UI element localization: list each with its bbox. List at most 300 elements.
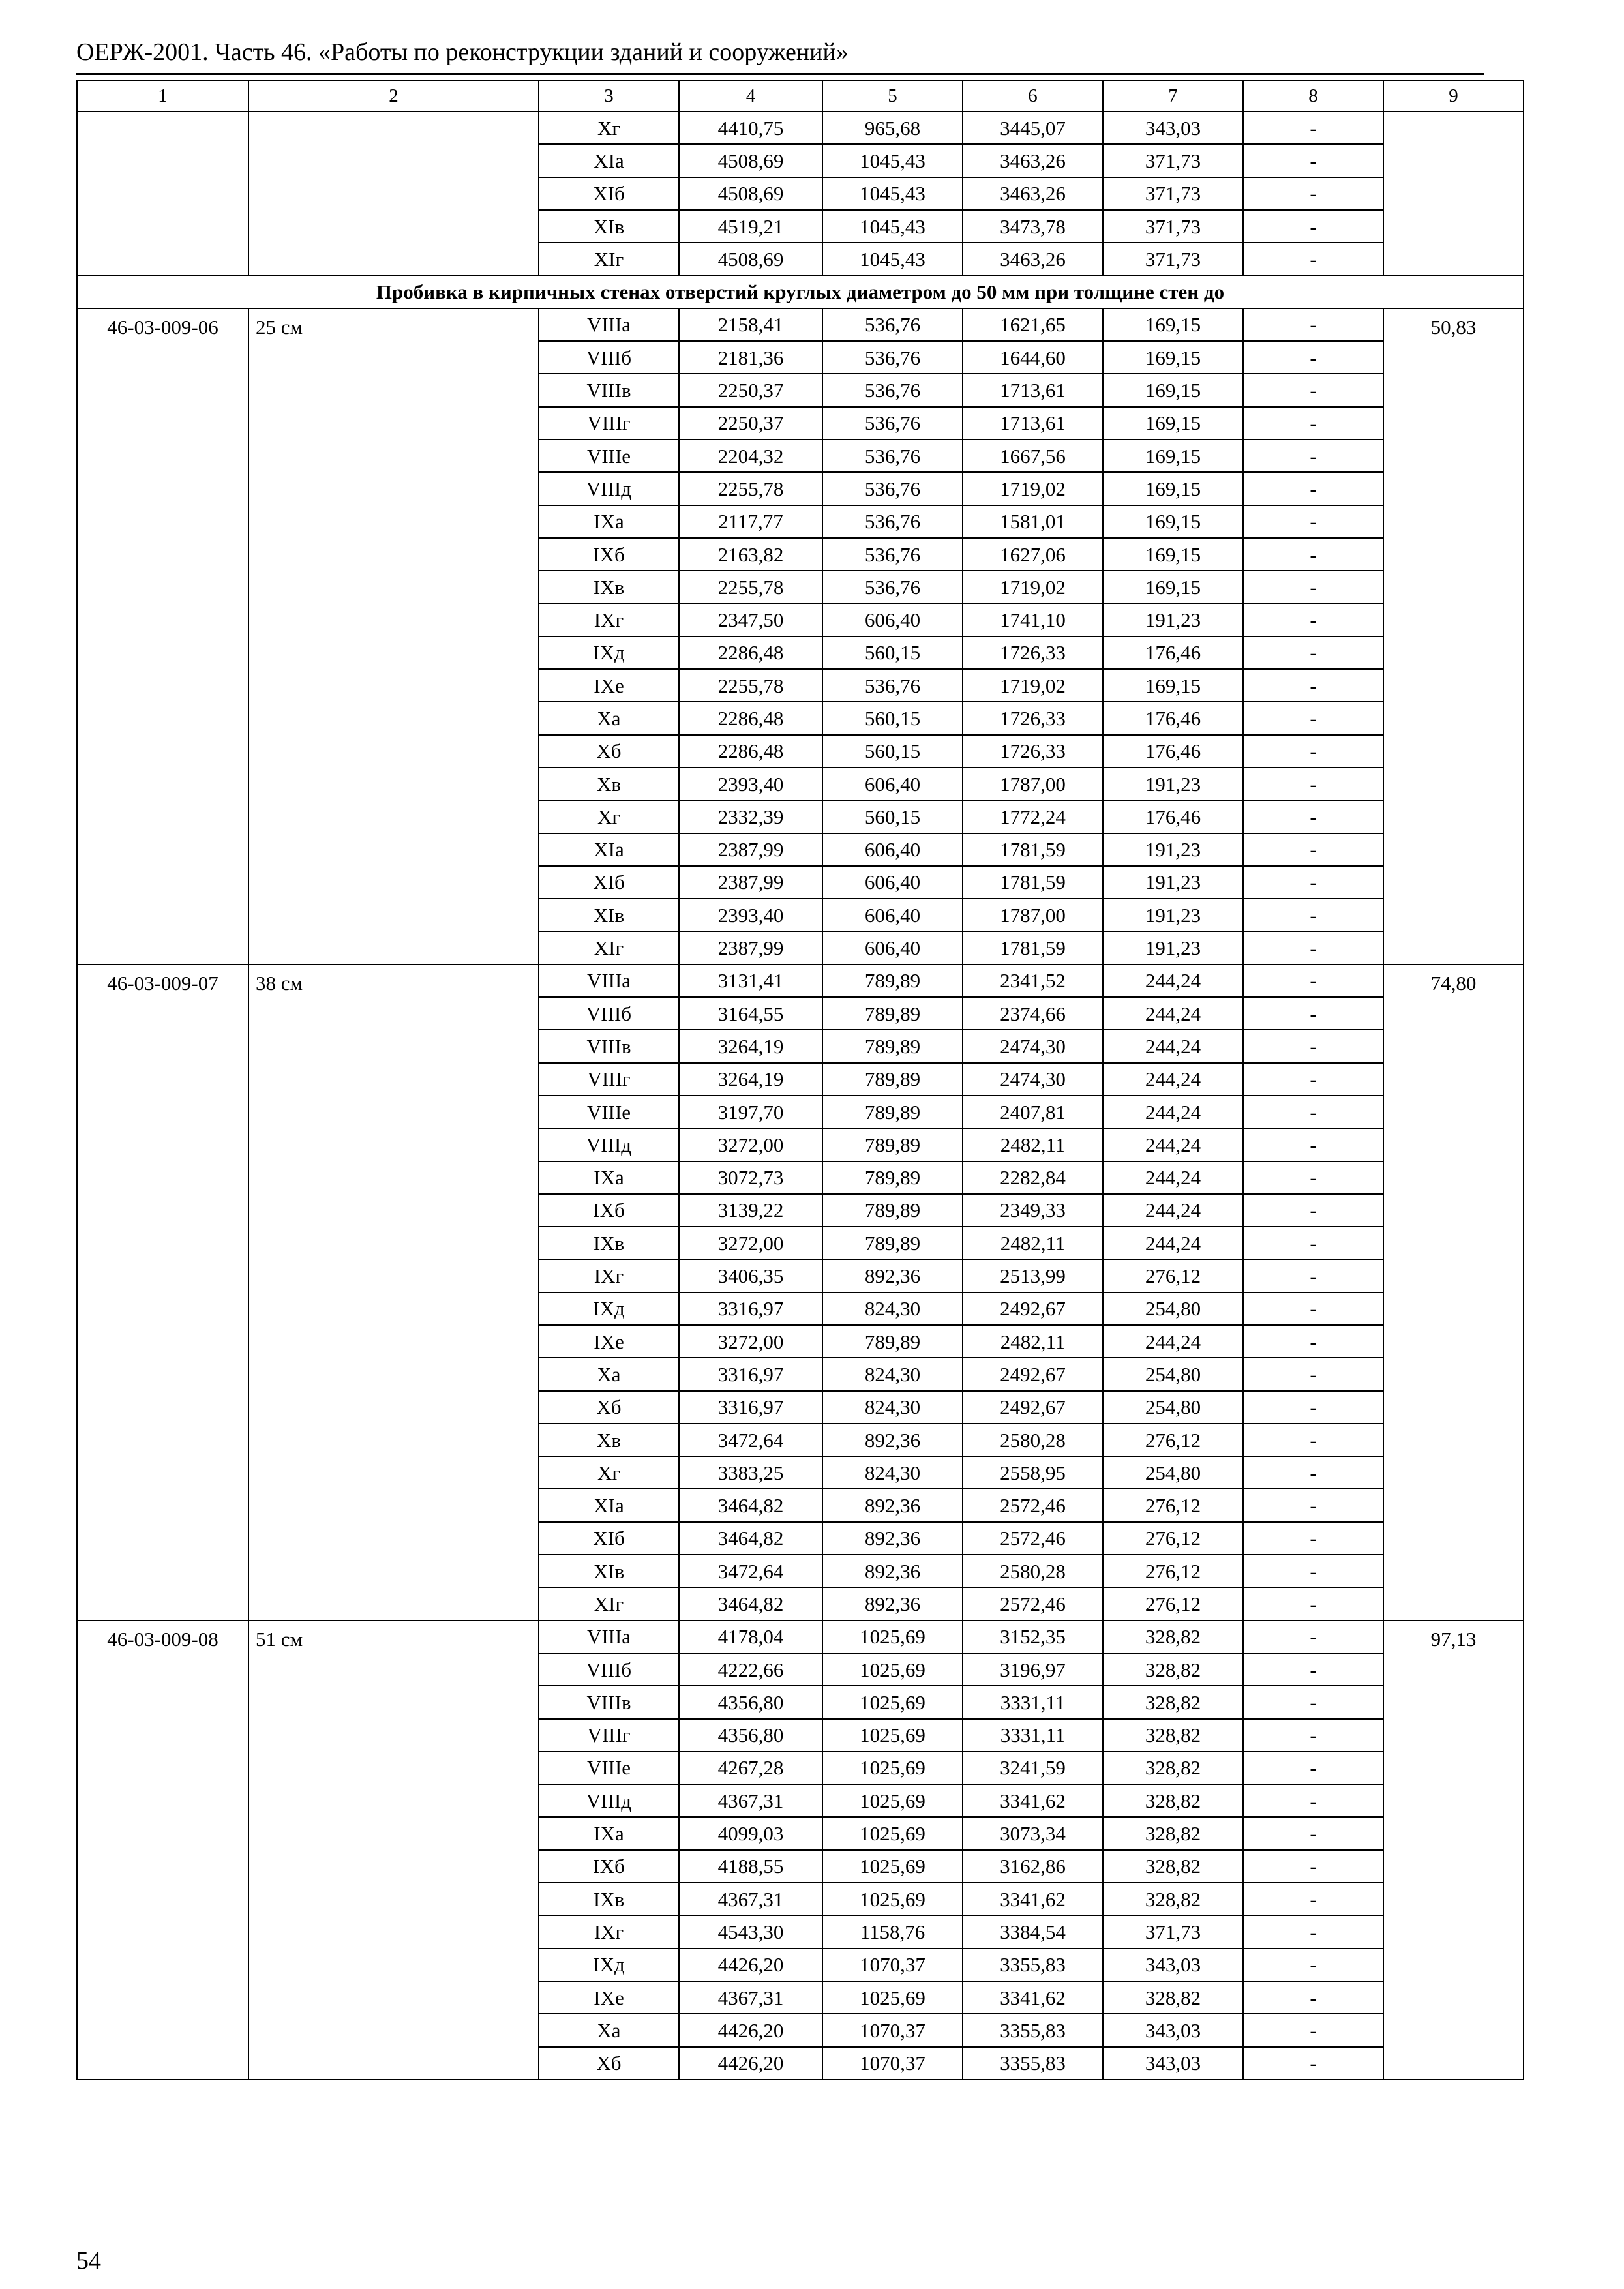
table-cell: 606,40 — [822, 833, 963, 866]
table-cell: - — [1243, 800, 1383, 833]
table-cell: IXб — [539, 1850, 679, 1883]
table-cell: 2255,78 — [679, 472, 822, 505]
table-cell: VIIIб — [539, 341, 679, 374]
table-cell: 254,80 — [1103, 1358, 1243, 1390]
table-cell: - — [1243, 1194, 1383, 1227]
table-cell: 1781,59 — [963, 931, 1103, 964]
table-cell: 824,30 — [822, 1391, 963, 1424]
table-cell: 244,24 — [1103, 997, 1243, 1030]
table-cell: Xг — [539, 1456, 679, 1489]
table-cell: 3445,07 — [963, 112, 1103, 144]
table-cell: 2286,48 — [679, 735, 822, 768]
table-cell: XIб — [539, 177, 679, 210]
table-cell: 892,36 — [822, 1489, 963, 1521]
norm-cell — [1383, 112, 1524, 275]
table-cell: 3316,97 — [679, 1358, 822, 1390]
table-cell: - — [1243, 1883, 1383, 1915]
table-cell: 4426,20 — [679, 2014, 822, 2046]
table-cell: - — [1243, 1981, 1383, 2014]
table-cell: 2558,95 — [963, 1456, 1103, 1489]
table-cell: 371,73 — [1103, 1915, 1243, 1948]
table-cell: - — [1243, 374, 1383, 406]
table-cell: 560,15 — [822, 636, 963, 669]
table-cell: - — [1243, 1522, 1383, 1555]
table-cell: 3131,41 — [679, 965, 822, 997]
table-cell: IXд — [539, 1949, 679, 1981]
table-cell: Xа — [539, 2014, 679, 2046]
table-cell: - — [1243, 2047, 1383, 2080]
table-cell: - — [1243, 1293, 1383, 1325]
table-cell: 328,82 — [1103, 1621, 1243, 1653]
table-cell: - — [1243, 2014, 1383, 2046]
table-cell: 824,30 — [822, 1456, 963, 1489]
description-cell: 51 см — [248, 1621, 539, 2080]
table-cell: - — [1243, 1653, 1383, 1686]
table-cell: 1070,37 — [822, 2047, 963, 2080]
table-cell: 2572,46 — [963, 1522, 1103, 1555]
table-cell: 276,12 — [1103, 1555, 1243, 1587]
table-cell: VIIIд — [539, 1128, 679, 1161]
table-cell: 2282,84 — [963, 1161, 1103, 1194]
table-cell: VIIIе — [539, 1752, 679, 1784]
table-cell: 1070,37 — [822, 1949, 963, 1981]
table-cell: 1726,33 — [963, 636, 1103, 669]
table-cell: - — [1243, 1259, 1383, 1292]
table-cell: 2482,11 — [963, 1227, 1103, 1259]
table-cell: VIIIа — [539, 1621, 679, 1653]
table-cell: 244,24 — [1103, 1030, 1243, 1062]
table-cell: 3341,62 — [963, 1784, 1103, 1817]
table-cell: XIа — [539, 1489, 679, 1521]
column-header: 5 — [822, 80, 963, 112]
table-cell: 176,46 — [1103, 702, 1243, 734]
table-cell: - — [1243, 768, 1383, 800]
table-cell: 3164,55 — [679, 997, 822, 1030]
table-cell: VIIIв — [539, 1030, 679, 1062]
code-cell: 46-03-009-06 — [77, 308, 248, 965]
table-cell: IXа — [539, 1817, 679, 1849]
table-cell: IXе — [539, 1981, 679, 2014]
table-cell: - — [1243, 931, 1383, 964]
table-cell: XIг — [539, 931, 679, 964]
table-cell: XIв — [539, 899, 679, 931]
table-cell: 3073,34 — [963, 1817, 1103, 1849]
table-cell: 2482,11 — [963, 1325, 1103, 1358]
table-cell: 536,76 — [822, 341, 963, 374]
table-cell: 892,36 — [822, 1555, 963, 1587]
table-cell: 2474,30 — [963, 1030, 1103, 1062]
description-cell — [248, 112, 539, 275]
table-cell: IXб — [539, 1194, 679, 1227]
table-cell: XIа — [539, 144, 679, 177]
table-cell: 4222,66 — [679, 1653, 822, 1686]
table-cell: - — [1243, 603, 1383, 636]
table-cell: 3264,19 — [679, 1063, 822, 1096]
table-cell: 536,76 — [822, 669, 963, 702]
table-cell: Xв — [539, 768, 679, 800]
table-cell: - — [1243, 1949, 1383, 1981]
table-cell: VIIIд — [539, 472, 679, 505]
table-cell: 2580,28 — [963, 1424, 1103, 1456]
table-cell: 1781,59 — [963, 833, 1103, 866]
table-cell: 3196,97 — [963, 1653, 1103, 1686]
table-cell: 1025,69 — [822, 1686, 963, 1718]
table-cell: 3473,78 — [963, 210, 1103, 243]
table-cell: VIIIг — [539, 407, 679, 440]
table-cell: 191,23 — [1103, 768, 1243, 800]
price-table — [76, 80, 1524, 2080]
table-cell: VIIIа — [539, 965, 679, 997]
column-header: 6 — [963, 80, 1103, 112]
norm-cell: 50,83 — [1383, 308, 1524, 965]
table-cell: 1719,02 — [963, 472, 1103, 505]
table-cell: - — [1243, 1391, 1383, 1424]
table-cell: 3355,83 — [963, 2014, 1103, 2046]
table-cell: - — [1243, 472, 1383, 505]
price-table-container — [76, 80, 1524, 2080]
table-cell: 328,82 — [1103, 1850, 1243, 1883]
table-cell: 176,46 — [1103, 636, 1243, 669]
table-cell: 3241,59 — [963, 1752, 1103, 1784]
table-cell: IXг — [539, 1915, 679, 1948]
table-cell: - — [1243, 144, 1383, 177]
table-cell: - — [1243, 997, 1383, 1030]
table-cell: 4188,55 — [679, 1850, 822, 1883]
table-cell: 4508,69 — [679, 243, 822, 275]
column-header: 4 — [679, 80, 822, 112]
table-cell: 276,12 — [1103, 1587, 1243, 1620]
table-cell: Xг — [539, 800, 679, 833]
table-cell: VIIIа — [539, 308, 679, 341]
column-header: 2 — [248, 80, 539, 112]
table-cell: IXе — [539, 669, 679, 702]
table-cell: - — [1243, 1817, 1383, 1849]
table-cell: 3272,00 — [679, 1128, 822, 1161]
table-cell: 1025,69 — [822, 1621, 963, 1653]
table-cell: 606,40 — [822, 866, 963, 899]
table-cell: VIIIв — [539, 1686, 679, 1718]
table-cell: 1627,06 — [963, 538, 1103, 571]
table-cell: IXе — [539, 1325, 679, 1358]
table-cell: 1025,69 — [822, 1784, 963, 1817]
table-cell: 1726,33 — [963, 735, 1103, 768]
table-cell: 254,80 — [1103, 1391, 1243, 1424]
table-cell: - — [1243, 1161, 1383, 1194]
table-cell: 1045,43 — [822, 144, 963, 177]
table-cell: - — [1243, 571, 1383, 603]
table-cell: 169,15 — [1103, 374, 1243, 406]
table-cell: 169,15 — [1103, 538, 1243, 571]
section-title-row — [77, 275, 1524, 308]
norm-cell: 74,80 — [1383, 965, 1524, 1621]
table-cell: 1667,56 — [963, 440, 1103, 472]
table-cell: 4508,69 — [679, 144, 822, 177]
code-cell — [77, 112, 248, 275]
table-cell: 536,76 — [822, 571, 963, 603]
column-header: 9 — [1383, 80, 1524, 112]
table-cell: - — [1243, 177, 1383, 210]
table-cell: VIIIе — [539, 1096, 679, 1128]
table-cell: 606,40 — [822, 931, 963, 964]
table-row — [77, 1621, 1524, 1653]
table-cell: 1713,61 — [963, 374, 1103, 406]
table-cell: 276,12 — [1103, 1489, 1243, 1521]
table-cell: 3384,54 — [963, 1915, 1103, 1948]
table-cell: 191,23 — [1103, 833, 1243, 866]
table-cell: 371,73 — [1103, 210, 1243, 243]
table-cell: 789,89 — [822, 1030, 963, 1062]
table-cell: 343,03 — [1103, 2014, 1243, 2046]
table-cell: 2387,99 — [679, 833, 822, 866]
table-cell: 824,30 — [822, 1358, 963, 1390]
table-cell: 4099,03 — [679, 1817, 822, 1849]
table-cell: 176,46 — [1103, 735, 1243, 768]
table-cell: VIIIе — [539, 440, 679, 472]
table-cell: 244,24 — [1103, 1128, 1243, 1161]
table-cell: 191,23 — [1103, 603, 1243, 636]
table-cell: 191,23 — [1103, 931, 1243, 964]
table-cell: IXв — [539, 1227, 679, 1259]
table-cell: VIIIг — [539, 1063, 679, 1096]
table-cell: 606,40 — [822, 899, 963, 931]
table-cell: Xб — [539, 2047, 679, 2080]
table-cell: 1719,02 — [963, 669, 1103, 702]
description-cell: 25 см — [248, 308, 539, 965]
table-cell: 892,36 — [822, 1259, 963, 1292]
table-cell: - — [1243, 407, 1383, 440]
table-cell: 3272,00 — [679, 1227, 822, 1259]
column-header: 8 — [1243, 80, 1383, 112]
table-cell: Xв — [539, 1424, 679, 1456]
table-cell: 2286,48 — [679, 636, 822, 669]
column-header: 1 — [77, 80, 248, 112]
table-cell: 606,40 — [822, 768, 963, 800]
table-cell: XIг — [539, 243, 679, 275]
table-cell: 2492,67 — [963, 1358, 1103, 1390]
table-cell: 328,82 — [1103, 1817, 1243, 1849]
table-cell: 3316,97 — [679, 1391, 822, 1424]
table-cell: 3162,86 — [963, 1850, 1103, 1883]
table-cell: 343,03 — [1103, 2047, 1243, 2080]
table-cell: 2286,48 — [679, 702, 822, 734]
table-cell: 191,23 — [1103, 899, 1243, 931]
table-cell: IXв — [539, 571, 679, 603]
table-cell: - — [1243, 833, 1383, 866]
table-cell: - — [1243, 1128, 1383, 1161]
table-cell: 4367,31 — [679, 1784, 822, 1817]
table-cell: 2572,46 — [963, 1587, 1103, 1620]
table-cell: 2158,41 — [679, 308, 822, 341]
table-cell: 343,03 — [1103, 112, 1243, 144]
table-cell: 4178,04 — [679, 1621, 822, 1653]
table-cell: XIг — [539, 1587, 679, 1620]
table-cell: 4356,80 — [679, 1686, 822, 1718]
table-cell: 1787,00 — [963, 768, 1103, 800]
table-cell: 343,03 — [1103, 1949, 1243, 1981]
table-row — [77, 112, 1524, 144]
table-cell: - — [1243, 1096, 1383, 1128]
table-cell: 3072,73 — [679, 1161, 822, 1194]
table-cell: 276,12 — [1103, 1522, 1243, 1555]
table-cell: 536,76 — [822, 407, 963, 440]
table-cell: 892,36 — [822, 1424, 963, 1456]
table-cell: 4367,31 — [679, 1883, 822, 1915]
table-cell: 244,24 — [1103, 965, 1243, 997]
table-cell: - — [1243, 210, 1383, 243]
table-cell: Xа — [539, 702, 679, 734]
table-cell: 1045,43 — [822, 177, 963, 210]
table-cell: 824,30 — [822, 1293, 963, 1325]
table-cell: 244,24 — [1103, 1194, 1243, 1227]
table-cell: 789,89 — [822, 997, 963, 1030]
table-cell: IXв — [539, 1883, 679, 1915]
table-cell: 1025,69 — [822, 1850, 963, 1883]
table-cell: 2250,37 — [679, 374, 822, 406]
table-cell: - — [1243, 1555, 1383, 1587]
table-row — [77, 308, 1524, 341]
table-cell: 536,76 — [822, 374, 963, 406]
table-cell: 2332,39 — [679, 800, 822, 833]
table-cell: 1025,69 — [822, 1817, 963, 1849]
table-cell: 789,89 — [822, 1161, 963, 1194]
table-cell: XIа — [539, 833, 679, 866]
table-cell: 536,76 — [822, 308, 963, 341]
table-cell: 3463,26 — [963, 243, 1103, 275]
table-cell: - — [1243, 1030, 1383, 1062]
table-cell: 2347,50 — [679, 603, 822, 636]
table-cell: IXг — [539, 1259, 679, 1292]
table-cell: 4410,75 — [679, 112, 822, 144]
table-cell: 3464,82 — [679, 1489, 822, 1521]
table-cell: 169,15 — [1103, 472, 1243, 505]
table-cell: 371,73 — [1103, 243, 1243, 275]
table-cell: 3264,19 — [679, 1030, 822, 1062]
table-cell: - — [1243, 1686, 1383, 1718]
page-number: 54 — [76, 2247, 101, 2275]
table-cell: 560,15 — [822, 800, 963, 833]
table-cell: 1741,10 — [963, 603, 1103, 636]
section-title: Пробивка в кирпичных стенах отверстий круглых диаметром до 50 мм при толщине стен до — [77, 275, 1524, 308]
table-cell: 1713,61 — [963, 407, 1103, 440]
table-cell: 789,89 — [822, 1227, 963, 1259]
table-cell: VIIIб — [539, 997, 679, 1030]
table-cell: IXб — [539, 538, 679, 571]
table-cell: 3341,62 — [963, 1883, 1103, 1915]
table-cell: 3406,35 — [679, 1259, 822, 1292]
table-cell: VIIIв — [539, 374, 679, 406]
table-cell: 169,15 — [1103, 669, 1243, 702]
description-cell: 38 см — [248, 965, 539, 1621]
table-cell: 1025,69 — [822, 1719, 963, 1752]
table-cell: IXа — [539, 505, 679, 538]
column-header: 3 — [539, 80, 679, 112]
table-cell: 276,12 — [1103, 1259, 1243, 1292]
table-cell: 169,15 — [1103, 407, 1243, 440]
table-cell: 560,15 — [822, 735, 963, 768]
table-cell: 3139,22 — [679, 1194, 822, 1227]
table-cell: 2492,67 — [963, 1391, 1103, 1424]
table-cell: 536,76 — [822, 505, 963, 538]
table-cell: - — [1243, 702, 1383, 734]
table-cell: 2255,78 — [679, 669, 822, 702]
table-cell: - — [1243, 1915, 1383, 1948]
table-cell: 2255,78 — [679, 571, 822, 603]
table-cell: 536,76 — [822, 538, 963, 571]
table-cell: 3152,35 — [963, 1621, 1103, 1653]
page-header-title: ОЕРЖ-2001. Часть 46. «Работы по реконструкции зданий и сооружений» — [76, 38, 849, 66]
table-row — [77, 965, 1524, 997]
table-cell: IXг — [539, 603, 679, 636]
table-cell: - — [1243, 1358, 1383, 1390]
table-cell: - — [1243, 1587, 1383, 1620]
table-cell: 3472,64 — [679, 1424, 822, 1456]
table-cell: IXа — [539, 1161, 679, 1194]
table-cell: 244,24 — [1103, 1063, 1243, 1096]
column-header: 7 — [1103, 80, 1243, 112]
table-cell: 1787,00 — [963, 899, 1103, 931]
table-cell: - — [1243, 1424, 1383, 1456]
table-cell: 4426,20 — [679, 2047, 822, 2080]
table-cell: 1025,69 — [822, 1883, 963, 1915]
table-cell: 2341,52 — [963, 965, 1103, 997]
table-cell: 1726,33 — [963, 702, 1103, 734]
table-cell: 169,15 — [1103, 440, 1243, 472]
table-cell: 1781,59 — [963, 866, 1103, 899]
table-cell: - — [1243, 965, 1383, 997]
table-cell: 892,36 — [822, 1587, 963, 1620]
table-cell: - — [1243, 112, 1383, 144]
table-cell: 1581,01 — [963, 505, 1103, 538]
table-cell: 2163,82 — [679, 538, 822, 571]
table-cell: - — [1243, 1784, 1383, 1817]
table-cell: 328,82 — [1103, 1686, 1243, 1718]
table-cell: 1621,65 — [963, 308, 1103, 341]
table-cell: 3272,00 — [679, 1325, 822, 1358]
table-cell: VIIIб — [539, 1653, 679, 1686]
norm-cell: 97,13 — [1383, 1621, 1524, 2080]
table-cell: XIб — [539, 866, 679, 899]
header-divider — [76, 73, 1484, 75]
table-cell: 3472,64 — [679, 1555, 822, 1587]
table-cell: 3331,11 — [963, 1719, 1103, 1752]
table-cell: XIв — [539, 1555, 679, 1587]
table-cell: 4543,30 — [679, 1915, 822, 1948]
column-header-row — [77, 80, 1524, 112]
table-cell: - — [1243, 505, 1383, 538]
table-cell: 3331,11 — [963, 1686, 1103, 1718]
table-cell: 191,23 — [1103, 866, 1243, 899]
table-cell: 244,24 — [1103, 1325, 1243, 1358]
table-cell: 328,82 — [1103, 1981, 1243, 2014]
table-cell: 1070,37 — [822, 2014, 963, 2046]
table-cell: 1025,69 — [822, 1752, 963, 1784]
table-cell: - — [1243, 1063, 1383, 1096]
table-cell: 3341,62 — [963, 1981, 1103, 2014]
table-cell: 789,89 — [822, 965, 963, 997]
table-cell: 789,89 — [822, 1194, 963, 1227]
table-cell: 2349,33 — [963, 1194, 1103, 1227]
table-cell: XIб — [539, 1522, 679, 1555]
table-cell: 789,89 — [822, 1096, 963, 1128]
table-cell: 169,15 — [1103, 571, 1243, 603]
table-cell: 892,36 — [822, 1522, 963, 1555]
table-cell: IXд — [539, 636, 679, 669]
table-cell: 371,73 — [1103, 177, 1243, 210]
table-cell: 3197,70 — [679, 1096, 822, 1128]
table-cell: - — [1243, 1489, 1383, 1521]
table-cell: 3464,82 — [679, 1522, 822, 1555]
table-cell: 2387,99 — [679, 931, 822, 964]
